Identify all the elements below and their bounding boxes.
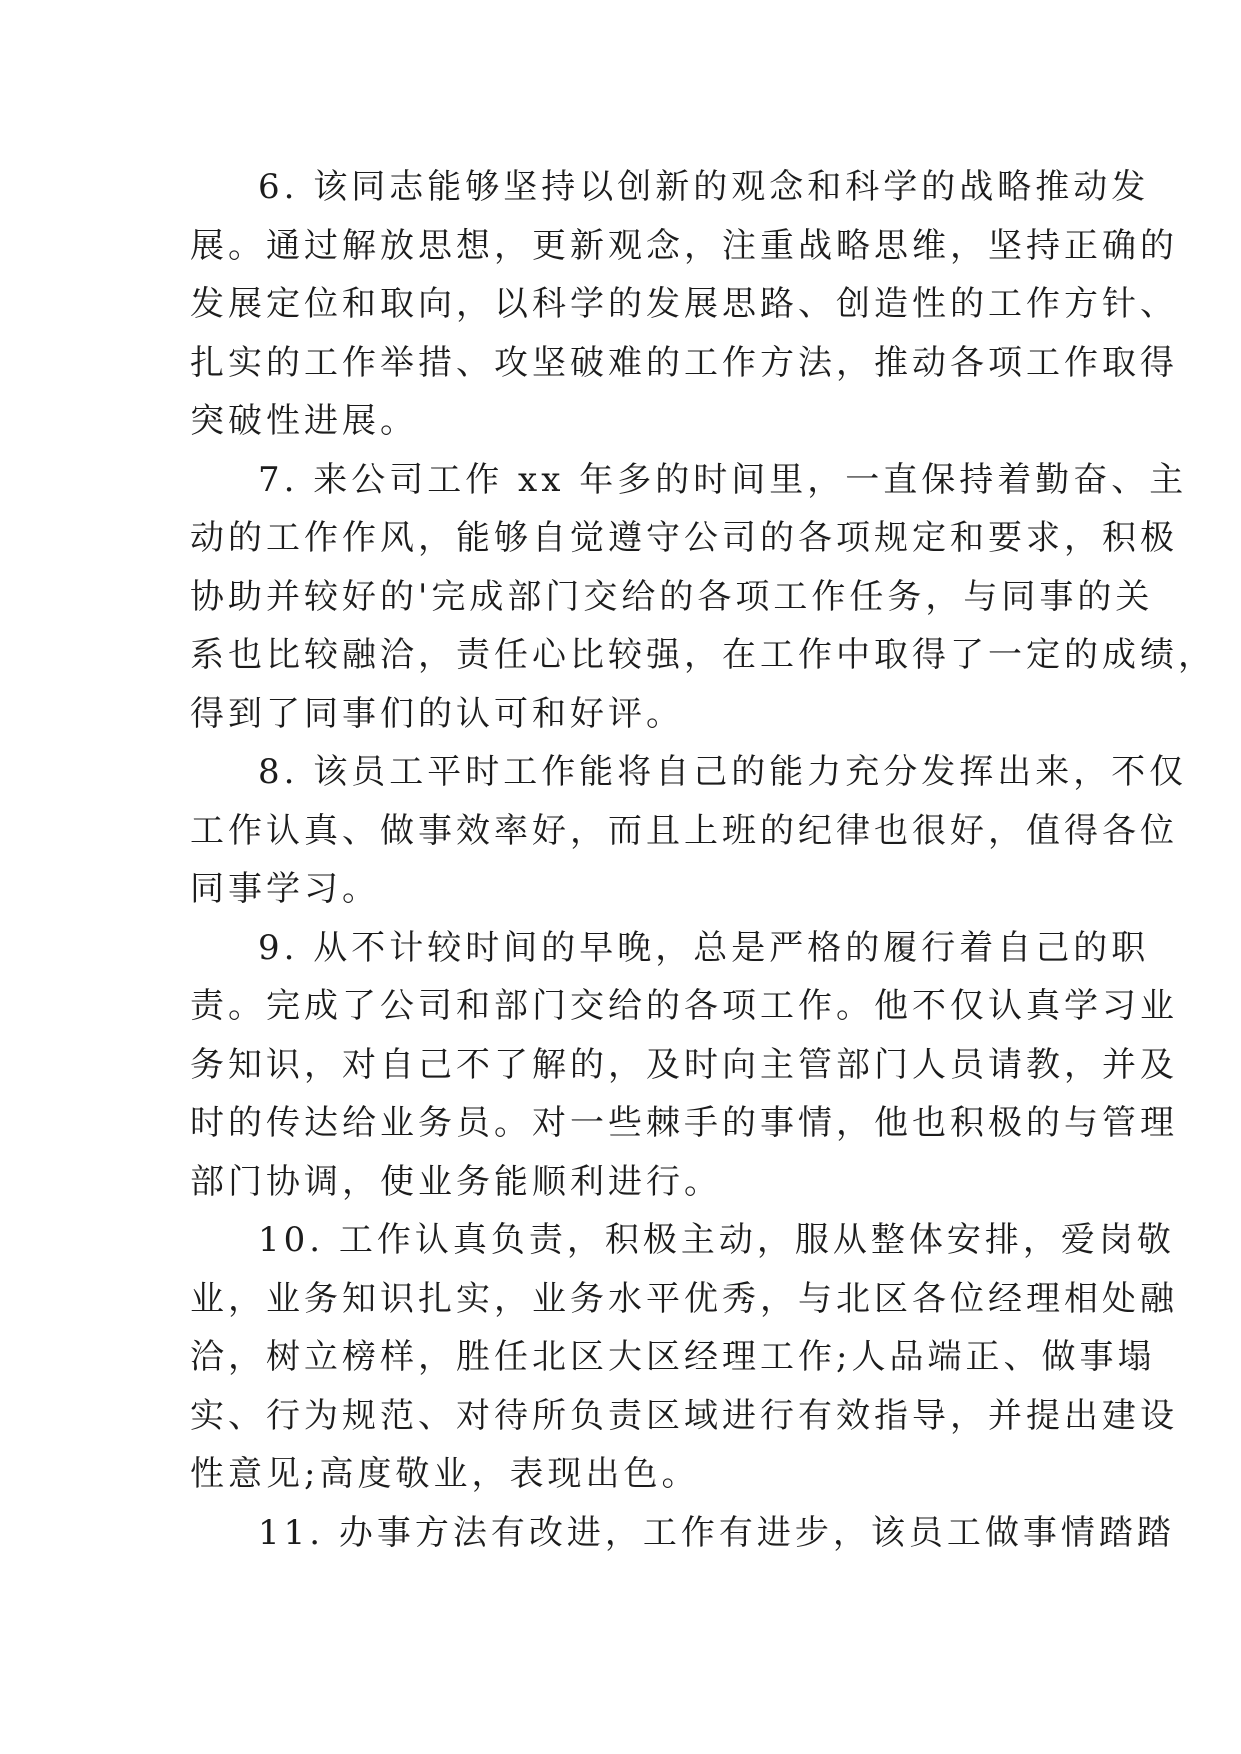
text-line: 实、行为规范、对待所负责区域进行有效指导，并提出建设: [190, 1395, 1178, 1436]
text-line: 8. 该员工平时工作能将自己的能力充分发挥出来，不仅: [258, 752, 1188, 792]
text-line: 发展定位和取向，以科学的发展思路、创造性的工作方针、: [190, 284, 1178, 324]
paragraph-9: [190, 919, 1178, 1212]
paragraph-6: [190, 158, 1178, 451]
text-line: 6. 该同志能够坚持以创新的观念和科学的战略推动发: [258, 167, 1150, 207]
text-line: 10. 工作认真负责，积极主动，服从整体安排，爱岗敬: [258, 1220, 1175, 1260]
text-line: 务知识，对自己不了解的，及时向主管部门人员请教，并及: [190, 1044, 1178, 1085]
text-line: 责。完成了公司和部门交给的各项工作。他不仅认真学习业: [190, 986, 1178, 1026]
paragraph-7: [190, 451, 1216, 744]
paragraph-8: [190, 743, 1188, 919]
text-line: 同事学习。: [190, 869, 380, 909]
document-body: [190, 158, 1216, 1562]
text-line: 业，业务知识扎实，业务水平优秀，与北区各位经理相处融: [190, 1278, 1178, 1319]
text-line: 展。通过解放思想，更新观念，注重战略思维，坚持正确的: [190, 225, 1178, 266]
text-line: 协助并较好的'完成部门交给的各项工作任务，与同事的关: [190, 576, 1154, 617]
paragraph-10: [190, 1211, 1178, 1504]
text-line: 7. 来公司工作 xx 年多的时间里，一直保持着勤奋、主: [258, 459, 1188, 500]
text-line: 动的工作作风，能够自觉遵守公司的各项规定和要求，积极: [190, 518, 1178, 558]
text-line: 洽，树立榜样，胜任北区大区经理工作;人品端正、做事塌: [190, 1337, 1156, 1377]
text-line: 工作认真、做事效率好，而且上班的纪律也很好，值得各位: [190, 810, 1178, 851]
text-line: 部门协调，使业务能顺利进行。: [190, 1161, 722, 1202]
text-line: 时的传达给业务员。对一些棘手的事情，他也积极的与管理: [190, 1103, 1178, 1143]
paragraph-11: [190, 1504, 1175, 1563]
text-line: 9. 从不计较时间的早晚，总是严格的履行着自己的职: [258, 927, 1150, 968]
text-line: 扎实的工作举措、攻坚破难的工作方法，推动各项工作取得: [190, 342, 1178, 383]
text-line: 11. 办事方法有改进，工作有进步，该员工做事情踏踏: [258, 1512, 1175, 1553]
text-line: 性意见;高度敬业，表现出色。: [190, 1454, 700, 1494]
text-line: 系也比较融洽，责任心比较强，在工作中取得了一定的成绩，: [190, 635, 1216, 675]
text-line: 突破性进展。: [190, 401, 418, 441]
text-line: 得到了同事们的认可和好评。: [190, 693, 684, 734]
